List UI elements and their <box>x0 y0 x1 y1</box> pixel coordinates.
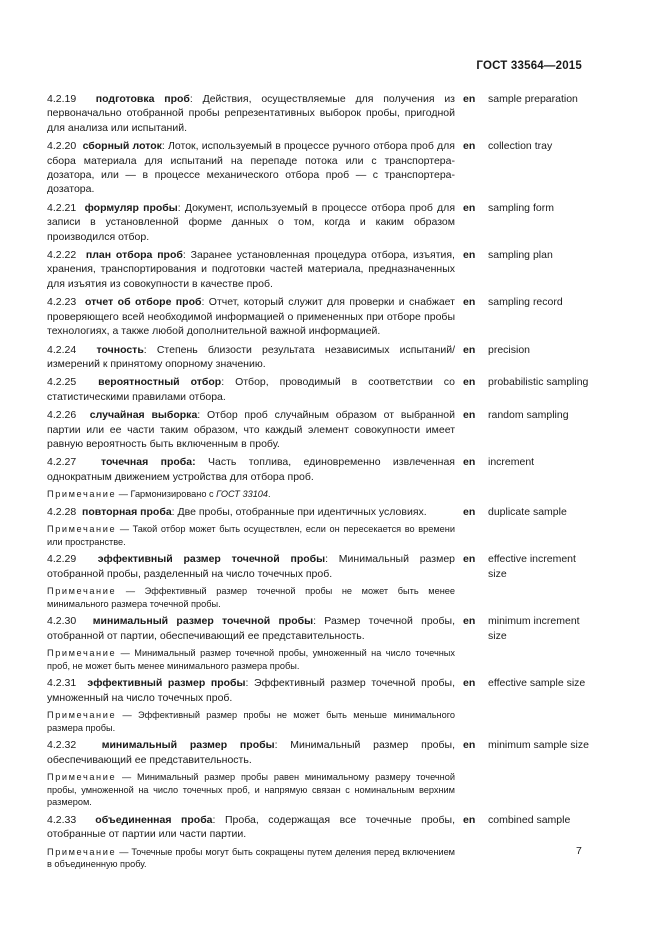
term-name: эффективный размер точечной пробы <box>97 553 326 566</box>
term-number: 4.2.23 <box>47 296 77 309</box>
term-name: подготовка проб <box>95 93 190 105</box>
language-code: en <box>463 615 476 628</box>
definition-text: : Размер точечной пробы, отобранной от партии, обеспечивающий ее представительность. <box>47 615 456 642</box>
english-equivalent: sample preparation <box>488 93 578 105</box>
term-number: 4.2.32 <box>47 739 77 752</box>
definition-text: : Минимальный размер отобранной пробы, разделенный на число точечных проб. <box>47 553 455 580</box>
page-number: 7 <box>576 845 582 857</box>
definition-text: : Действия, осуществляемые для получения из первоначально отобранной пробы репрезентативных выборок пробы, пригодной для анализа или испытаний. <box>47 93 455 134</box>
term-name: минимальный размер пробы <box>101 739 275 752</box>
note-label: Примечание <box>47 489 117 500</box>
definition-text: : Минимальный размер пробы, обеспечивающий ее представительность. <box>47 739 455 766</box>
term-number: 4.2.19 <box>47 93 77 105</box>
english-equivalent: duplicate sample <box>488 505 567 518</box>
term-definition <box>47 676 455 705</box>
note-label: Примечание <box>47 648 117 659</box>
term-number: 4.2.33 <box>47 813 77 826</box>
note-label: Примечание <box>47 586 117 597</box>
definition-text: : Документ, используемый в процессе отбора проб для записи в установленной форме данных о том, когда и каким образом производился отбор. <box>47 201 455 243</box>
english-equivalent: collection tray <box>488 140 553 153</box>
term-definition <box>47 201 455 244</box>
term-entry <box>47 295 592 338</box>
definition-text: : Отчет, который служит для проверки и снабжает проверяющего всей необходимой информацией о примененных при отборе пробы технологиях, а также любой дополнительной важной информацией. <box>47 296 455 338</box>
language-code: en <box>463 813 476 826</box>
definition-text: : Две пробы, отобранные при идентичных условиях. <box>171 505 427 518</box>
term-note <box>47 523 455 548</box>
term-definition <box>47 92 455 135</box>
term-entry <box>47 201 592 244</box>
language-code: en <box>463 343 476 356</box>
term-definition <box>47 552 455 581</box>
definition-text: : Проба, содержащая все точечные пробы, отобранные от партии или части партии. <box>47 813 455 841</box>
term-entry <box>47 676 592 705</box>
language-code: en <box>463 201 476 214</box>
language-code: en <box>463 505 476 518</box>
term-number: 4.2.30 <box>47 615 77 628</box>
english-equivalent: precision <box>488 343 531 356</box>
english-equivalent: minimum increment size <box>488 615 580 642</box>
term-entry <box>47 408 592 451</box>
term-number: 4.2.29 <box>47 553 77 566</box>
language-code: en <box>463 456 476 469</box>
definition-text: : Лоток, используемый в процессе ручного отбора проб для сбора материала для испытаний на перепаде потока или с транспортера-дозатора, или — в процессе механического отбора проб — с транспортера-дозатора. <box>47 140 455 196</box>
term-definition <box>47 813 455 842</box>
english-equivalent: effective increment size <box>488 553 576 580</box>
language-code: en <box>463 249 476 262</box>
language-code: en <box>463 140 476 153</box>
note-reference: ГОСТ 33104 <box>216 489 269 500</box>
term-note <box>47 585 455 610</box>
term-entry <box>47 248 592 291</box>
term-name: эффективный размер пробы <box>87 677 246 690</box>
term-note <box>47 846 455 871</box>
term-entry <box>47 552 592 581</box>
term-definition <box>47 505 455 519</box>
note-text: — Точечные пробы могут быть сокращены путем деления перед включением в объединенную пробу. <box>47 846 455 870</box>
term-name: точечная проба: <box>100 456 196 469</box>
term-entry <box>47 139 592 197</box>
term-entry <box>47 738 592 767</box>
note-end: . <box>268 489 271 500</box>
term-name: сборный лоток <box>82 140 162 153</box>
term-number: 4.2.28 <box>47 505 77 518</box>
term-definition <box>47 139 455 197</box>
term-entry <box>47 455 592 484</box>
language-code: en <box>463 296 476 309</box>
language-code: en <box>463 677 476 690</box>
term-name: минимальный размер точечной пробы <box>92 615 314 628</box>
term-definition <box>47 738 455 767</box>
term-entry <box>47 92 592 135</box>
term-name: объединенная проба <box>95 813 213 826</box>
note-text: — Минимальный размер пробы равен минимальному размеру точечной пробы, умноженной на число точечных проб, и напрямую связан с номинальным верхним размером. <box>47 772 455 808</box>
english-equivalent: sampling form <box>488 201 554 214</box>
term-number: 4.2.26 <box>47 409 77 422</box>
note-label: Примечание <box>47 846 117 857</box>
term-name: план отбора проб <box>85 249 183 262</box>
english-equivalent: minimum sample size <box>488 739 589 752</box>
language-code: en <box>463 376 476 389</box>
english-equivalent: combined sample <box>488 813 571 826</box>
term-number: 4.2.25 <box>47 376 77 389</box>
term-definition <box>47 375 455 404</box>
term-definition <box>47 408 455 451</box>
note-text: — Гармонизировано с <box>118 489 217 500</box>
term-name: повторная проба <box>82 505 172 518</box>
term-note <box>47 647 455 672</box>
language-code: en <box>463 739 476 752</box>
term-definition <box>47 343 455 372</box>
term-note <box>47 709 455 734</box>
term-entry <box>47 505 592 519</box>
language-code: en <box>463 93 476 105</box>
term-number: 4.2.20 <box>47 140 77 153</box>
definition-text: : Отбор, проводимый в соответствии со статистическими правилами отбора. <box>47 376 455 403</box>
term-definition <box>47 295 455 338</box>
note-text: — Эффективный размер пробы не может быть меньше минимального размера пробы. <box>47 710 455 733</box>
term-definition <box>47 455 455 484</box>
term-note <box>47 488 455 501</box>
term-entry <box>47 813 592 842</box>
note-label: Примечание <box>47 524 117 535</box>
language-code: en <box>463 553 476 566</box>
definition-text: : Эффективный размер точечной пробы, умноженный на число точечных проб. <box>47 677 455 704</box>
term-name: отчет об отборе проб <box>85 296 202 309</box>
term-entry <box>47 343 592 372</box>
language-code: en <box>463 409 476 422</box>
term-name: формуляр пробы <box>84 201 178 214</box>
terms-list <box>47 92 592 875</box>
term-name: точность <box>96 343 144 356</box>
standard-number: ГОСТ 33564—2015 <box>476 60 582 72</box>
note-label: Примечание <box>47 710 117 721</box>
term-number: 4.2.31 <box>47 677 77 690</box>
definition-text: : Отбор проб случайным образом от выбранной партии или ее части таким образом, что каждый элемент совокупности имеет равную вероятность быть включенным в пробу. <box>47 409 455 450</box>
definition-text: Часть топлива, единовременно извлеченная однократным движением устройства для отбора проб. <box>47 456 455 483</box>
english-equivalent: random sampling <box>488 409 569 422</box>
term-number: 4.2.21 <box>47 201 77 214</box>
term-definition <box>47 614 455 643</box>
term-entry <box>47 375 592 404</box>
term-name: вероятностный отбор <box>98 376 222 389</box>
term-number: 4.2.27 <box>47 456 77 469</box>
note-text: — Такой отбор может быть осуществлен, если он пересекается во времени или пространстве. <box>47 524 455 547</box>
definition-text: : Заранее установленная процедура отбора, изъятия, хранения, транспортирования и подготовки частей материала, предназначенных для изъятия из совокупности в качестве проб. <box>47 249 455 290</box>
note-text: — Эффективный размер точечной пробы не может быть менее минимального размера точечной пробы. <box>47 586 455 609</box>
english-equivalent: effective sample size <box>488 677 586 690</box>
term-number: 4.2.24 <box>47 343 77 356</box>
english-equivalent: increment <box>488 456 535 469</box>
english-equivalent: sampling plan <box>488 249 553 262</box>
english-equivalent: probabilistic sampling <box>488 376 589 389</box>
definition-text: : Степень близости результата независимых испытаний/измерений к принятому опорному значению. <box>47 343 455 370</box>
note-text: — Минимальный размер точечной пробы, умноженный на число точечных проб, не может быть менее минимального размера пробы. <box>47 648 455 671</box>
term-entry <box>47 614 592 643</box>
term-note <box>47 771 455 809</box>
english-equivalent: sampling record <box>488 296 563 309</box>
term-name: случайная выборка <box>89 409 198 422</box>
term-number: 4.2.22 <box>47 249 77 262</box>
term-definition <box>47 248 455 291</box>
note-label: Примечание <box>47 772 117 783</box>
